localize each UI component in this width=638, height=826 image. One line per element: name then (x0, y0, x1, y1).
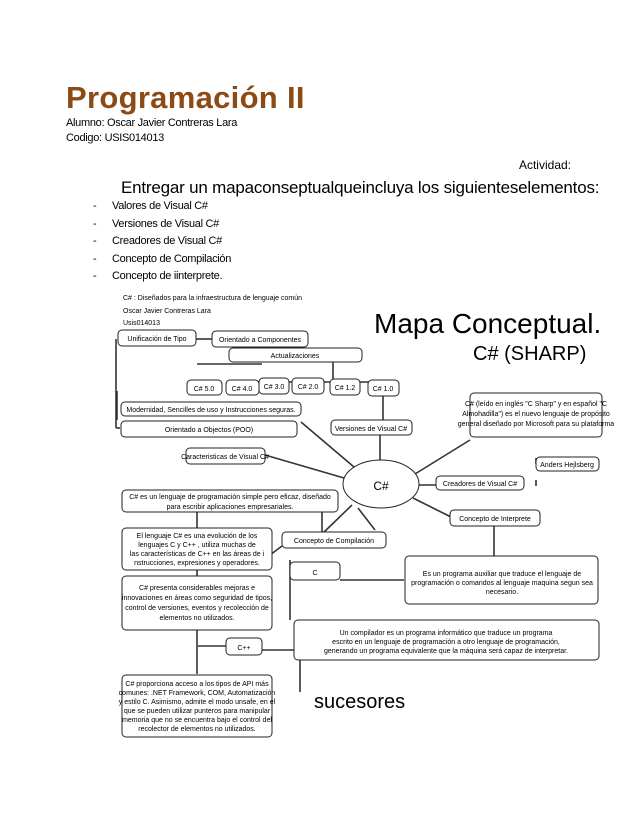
versions-label: Versiones de Visual C# (334, 426, 408, 433)
api-line: y estilo C. Asimismo, admite el modo unsafe, en el (118, 699, 276, 706)
requirement-text: Valores de Visual C# (112, 200, 208, 212)
evolution-line: El lenguaje C# es una evolución de los (136, 533, 258, 540)
evolution-line: lenguajes C y C++ , utiliza muchas de (138, 542, 256, 549)
map-subtitle: C# (SHARP) (473, 343, 587, 365)
improvements-line: C# presenta considerables mejoras e (139, 585, 255, 592)
improvements-line: control de versiones, eventos y recolección de (125, 605, 269, 612)
creators-label: Creadores de Visual C# (442, 481, 518, 488)
compiler-def-line: Un compilador es un programa informático que traduce un programa (339, 630, 553, 637)
map-header-line: Usis014013 (123, 320, 160, 327)
version-label: C# 4.0 (231, 386, 253, 393)
version-label: C# 3.0 (263, 384, 285, 391)
improvements-line: innovaciones en áreas como seguridad de tipos, (121, 595, 273, 602)
requirement-text: Concepto de Compilación (112, 252, 232, 265)
map-header-line: Oscar Javier Contreras Lara (123, 308, 211, 315)
api-line: comunes: .NET Framework, COM, Automatización (118, 690, 276, 697)
list-item: - Concepto de Compilación (93, 252, 232, 265)
compiler-def-line: escrito en un lenguaje de programación a otro lenguaje de programación, (332, 639, 560, 646)
compilation-label: Concepto de Compilación (293, 538, 375, 545)
modernity-label: Modernidad, Sencilles de uso y Instrucciones seguras. (126, 407, 296, 414)
interpreter-def-line: Es un programa auxiliar que traduce el lenguaje de (422, 571, 582, 578)
api-line: que se pueden utilizar punteros para manipular (123, 708, 271, 715)
interpreter-def-line: necesario. (485, 589, 519, 596)
component-label: Orientado a Componentes (218, 337, 302, 344)
student-code: Codigo: USIS014013 (66, 132, 164, 144)
unification-label: Unificación de Tipo (127, 336, 187, 343)
list-item: - Creadores de Visual C# (93, 235, 222, 247)
simple-line: C# es un lenguaje de programación simple pero eficaz, diseñado (129, 494, 331, 501)
list-item: - Valores de Visual C# (93, 200, 208, 212)
updates-label: Actualizaciones (270, 353, 320, 360)
list-item: - Versiones de Visual C# (93, 217, 219, 230)
definition-line: C# (leído en inglés "C Sharp" y en español "C (464, 401, 608, 408)
list-item: - Concepto de iinterprete. (93, 270, 223, 282)
oop-label: Orientado a Objectos (POO) (164, 427, 254, 434)
features-label: Caracteristicas de Visual C# (181, 454, 269, 461)
interpreter-label: Concepto de Interprete (459, 516, 531, 523)
version-label: C# 1.0 (372, 386, 394, 393)
interpreter-def-line: programación o comandos al lenguaje maquina segun sea (411, 580, 593, 587)
center-label: C# (373, 479, 389, 493)
version-label: C# 1.2 (334, 385, 356, 392)
evolution-line: las características de C++ en las áreas de i (129, 551, 265, 558)
api-line: recolector de elementos no utilizados. (138, 726, 256, 733)
cpp-label: C++ (237, 645, 251, 652)
c-label: C (312, 570, 318, 577)
compiler-def-line: generando un programa equivalente que la máquina será capaz de interpretar. (324, 648, 568, 655)
improvements-line: elementos no utilizados. (159, 615, 235, 622)
document-title: Programación II (66, 80, 305, 115)
successors-label: sucesores (314, 691, 406, 713)
simple-line: para escribir aplicaciones empresariales. (166, 504, 294, 511)
requirement-text: Concepto de iinterprete. (112, 270, 223, 282)
version-label: C# 2.0 (297, 384, 319, 391)
definition-line: Almohadilla") es el nuevo lenguaje de propósito (462, 411, 610, 418)
evolution-line: nstrucciones, expresiones y operadores. (134, 560, 260, 567)
api-line: memoria que no se encuentra bajo el control del (122, 717, 272, 724)
version-label: C# 5.0 (193, 386, 215, 393)
author-label: Anders Hejlsberg (540, 462, 594, 469)
instruction-heading: Entregar un mapaconseptualqueincluya los siguienteselementos: (121, 178, 600, 197)
requirement-text: Versiones de Visual C# (112, 217, 219, 230)
map-title: Mapa Conceptual. (374, 308, 602, 339)
map-header-line: C# : Diseñados para la infraestructura de lenguaje común (123, 295, 302, 302)
activity-label: Actividad: (518, 158, 571, 172)
student-name: Alumno: Oscar Javier Contreras Lara (66, 117, 238, 129)
definition-line: general diseñado por Microsoft para su plataforma (457, 421, 615, 428)
api-line: C# proporciona acceso a los tipos de API más (125, 681, 269, 688)
requirement-text: Creadores de Visual C# (112, 235, 222, 247)
